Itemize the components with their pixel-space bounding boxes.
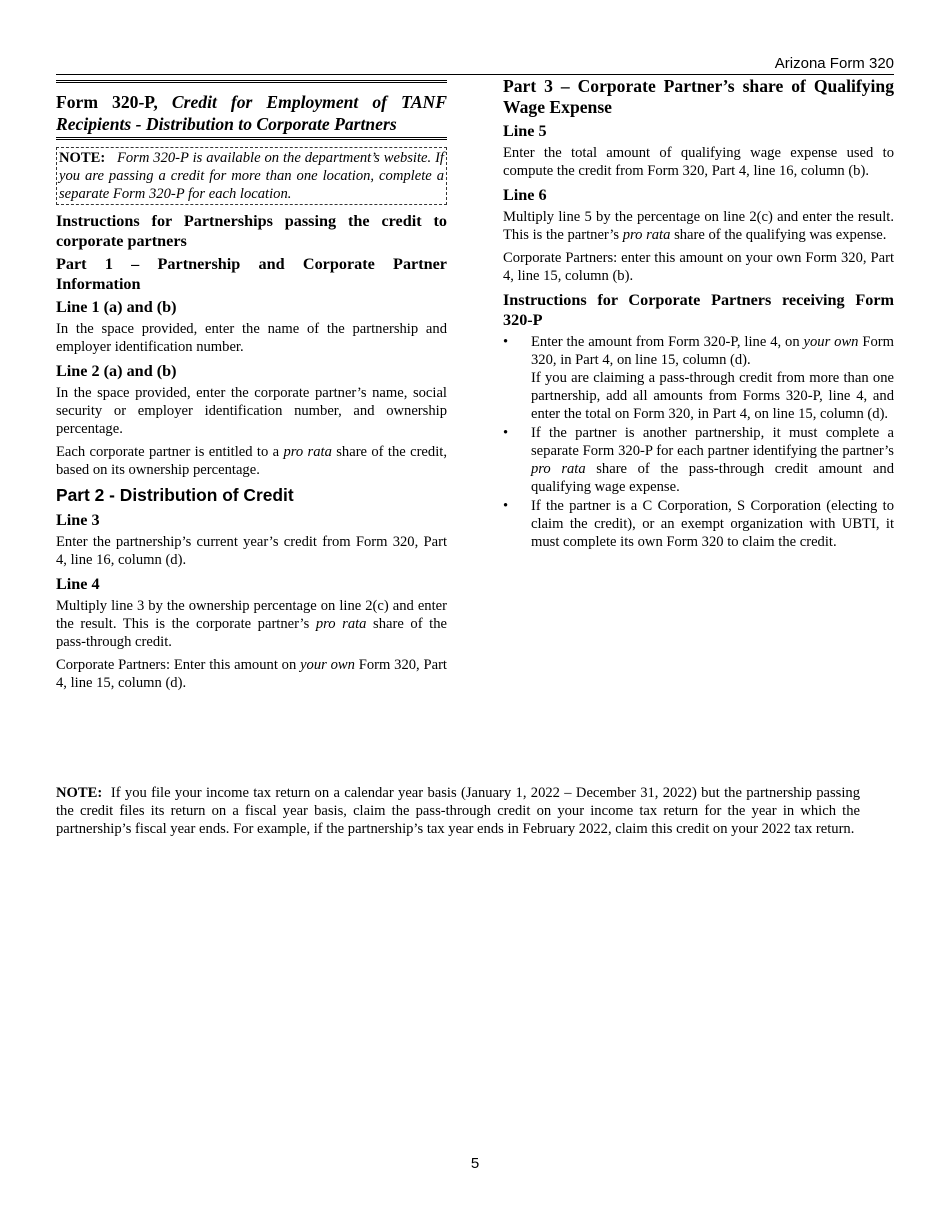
form-title-prefix: Form 320-P, [56, 92, 172, 112]
bottom-note-text: If you file your income tax return on a calendar year basis (January 1, 2022 – December 31, 2022) but the partnership passing the credit files its return on a fiscal year basis, claim the pass-through credit on your income tax return for the year in which the partnership’s fiscal year ends. For example, if the partnership’s tax year ends in February 2022, claim this credit on your 2022 tax return. [56, 785, 861, 837]
bullet-icon: • [503, 334, 509, 350]
line1-heading: Line 1 (a) and (b) [56, 298, 177, 316]
line2-text-pro-rata [56, 443, 447, 479]
bullet1-continuation: If you are claiming a pass-through credit from more than one partnership, add all amounts from Forms 320-P, line 4, and enter the total on Form 320, in Part 4, on line 15, column (d). [531, 370, 894, 422]
line4-text-italic: pro rata [315, 616, 367, 632]
bullet1-italic: your own [803, 334, 859, 350]
line5-text: Enter the total amount of qualifying wage expense used to compute the credit from Form 320, Part 4, line 16, column (b). [503, 145, 894, 179]
bullet1-a: Enter the amount from Form 320-P, line 4, on [531, 334, 804, 350]
part3-heading: Part 3 – Corporate Partner’s share of Qualifying Wage Expense [503, 76, 894, 117]
note-text: Form 320-P is available on the department’s website. If you are passing a credit for more than one location, complete a separate Form 320-P for each location. [59, 150, 444, 202]
line2-text2-italic: pro rata [283, 444, 332, 460]
form-name-header: Arizona Form 320 [774, 55, 894, 72]
form-title [56, 91, 447, 135]
bullet2-a: If the partner is another partnership, it must complete a separate Form 320-P for each partner identifying the partner’s [531, 425, 894, 459]
instructions-list [503, 333, 894, 551]
line4-text2-b: Form 320, Part 4, line 15, column (d). [56, 657, 447, 691]
bullet1-text [531, 333, 894, 369]
left-column [56, 80, 447, 697]
line2-text: In the space provided, enter the corporate partner’s name, social security or employer identification number, and ownership percentage. [56, 385, 447, 437]
list-item [503, 333, 894, 423]
line2-text2-a: Each corporate partner is entitled to a [56, 444, 284, 460]
list-item [503, 424, 894, 496]
partnership-instructions-heading: Instructions for Partnerships passing the credit to corporate partners [56, 212, 447, 250]
list-item [503, 497, 894, 551]
line4-text [56, 597, 447, 651]
bullet3-text: If the partner is a C Corporation, S Corporation (electing to claim the credit), or an exempt organization with UBTI, it must complete its own Form 320 to claim the credit. [531, 498, 894, 550]
bullet2-b: share of the pass-through credit amount and qualifying wage expense. [531, 461, 894, 495]
note-label: NOTE: [59, 150, 106, 166]
header-rule [56, 74, 894, 75]
line4-text2-a: Corporate Partners: Enter this amount on [56, 657, 301, 673]
part1-heading: Part 1 – Partnership and Corporate Partner Information [56, 255, 447, 293]
bullet-icon: • [503, 425, 509, 441]
part2-heading: Part 2 - Distribution of Credit [56, 485, 294, 505]
line4-corporate-partners [56, 656, 447, 692]
line6-text-a: Multiply line 5 by the percentage on line 2(c) and enter the result. This is the partner’s [503, 209, 894, 243]
line4-text2-italic: your own [300, 657, 355, 673]
form-title-block [56, 80, 447, 140]
bottom-note-label: NOTE: [56, 785, 103, 801]
line6-text-italic: pro rata [622, 227, 671, 243]
bullet-icon: • [503, 498, 509, 514]
line3-heading: Line 3 [56, 511, 100, 529]
page-number: 5 [470, 1155, 480, 1172]
line6-corporate-partners: Corporate Partners: enter this amount on your own Form 320, Part 4, line 15, column (b). [503, 250, 894, 284]
fiscal-year-note [56, 784, 860, 838]
line6-text-b: share of the qualifying was expense. [670, 227, 887, 243]
bullet2-italic: pro rata [531, 461, 586, 477]
form-title-italic: Credit for Employment of TANF Recipients - Distribution to Corporate Partners [56, 92, 447, 134]
line4-heading: Line 4 [56, 575, 100, 593]
line3-text: Enter the partnership’s current year’s credit from Form 320, Part 4, line 16, column (d). [56, 534, 447, 568]
availability-note [56, 147, 447, 205]
corporate-partners-instructions-heading: Instructions for Corporate Partners receiving Form 320-P [503, 291, 894, 329]
line6-text [503, 208, 894, 244]
bullet1-b: Form 320, in Part 4, on line 15, column (d). [531, 334, 894, 368]
line2-heading: Line 2 (a) and (b) [56, 362, 177, 380]
line4-text-b: share of the pass-through credit. [56, 616, 447, 650]
bullet2-text [531, 424, 894, 496]
right-column [503, 76, 894, 552]
line5-heading: Line 5 [503, 122, 547, 140]
line1-text: In the space provided, enter the name of the partnership and employer identification number. [56, 321, 447, 355]
line2-text2-b: share of the credit, based on its ownership percentage. [56, 444, 447, 478]
line4-text-a: Multiply line 3 by the ownership percentage on line 2(c) and enter the result. This is the corporate partner’s [56, 598, 447, 632]
line6-heading: Line 6 [503, 186, 547, 204]
